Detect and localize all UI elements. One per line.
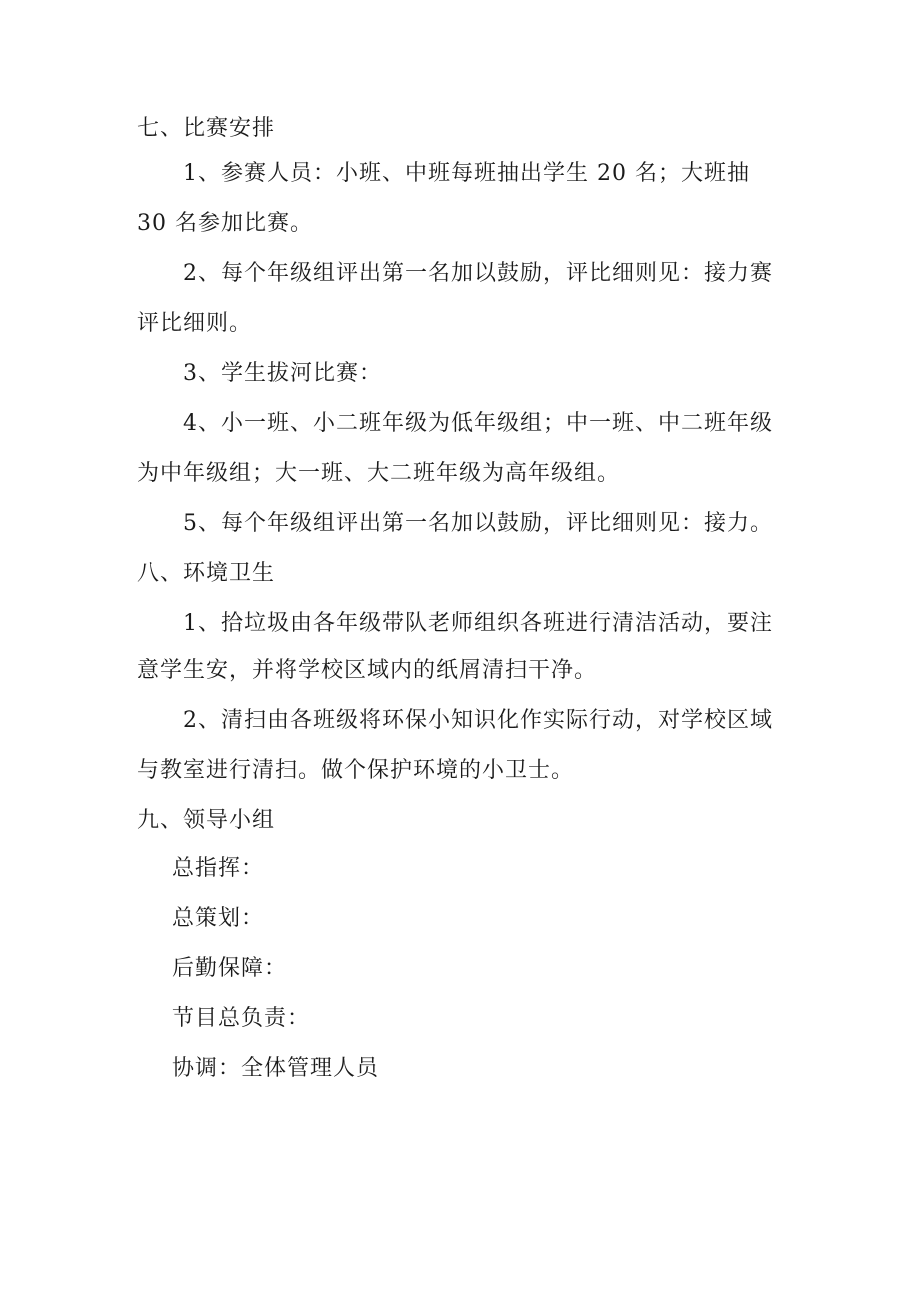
paragraph-tug-of-war: 3、学生拔河比赛： (183, 361, 382, 386)
paragraph-participants-line1: 1、参赛人员：小班、中班每班抽出学生 20 名；大班抽 (183, 161, 750, 186)
paragraph-litter-line1: 1、拾垃圾由各年级带队老师组织各班进行清洁活动，要注 (183, 611, 773, 636)
section-heading-competition: 七、比赛安排 (137, 116, 276, 141)
leadership-item-logistics: 后勤保障： (172, 956, 288, 981)
paragraph-grade-award-line2: 评比细则。 (137, 311, 253, 336)
paragraph-grade-groups-line2: 为中年级组；大一班、大二班年级为高年级组。 (137, 461, 621, 486)
paragraph-grade-groups-line1: 4、小一班、小二班年级为低年级组；中一班、中二班年级 (183, 411, 773, 436)
leadership-item-commander: 总指挥： (172, 856, 265, 881)
paragraph-litter-line2: 意学生安，并将学校区域内的纸屑清扫干净。 (137, 658, 598, 683)
section-heading-leadership: 九、领导小组 (137, 808, 276, 833)
leadership-item-program-lead: 节目总负责： (172, 1006, 311, 1031)
paragraph-grade-award-line1: 2、每个年级组评出第一名加以鼓励，评比细则见：接力赛 (183, 261, 773, 286)
paragraph-relay-award: 5、每个年级组评出第一名加以鼓励，评比细则见：接力。 (183, 511, 773, 536)
paragraph-participants-line2: 30 名参加比赛。 (137, 211, 313, 236)
paragraph-cleaning-line1: 2、清扫由各班级将环保小知识化作实际行动，对学校区域 (183, 708, 773, 733)
leadership-item-planner: 总策划： (172, 906, 265, 931)
paragraph-cleaning-line2: 与教室进行清扫。做个保护环境的小卫士。 (137, 758, 575, 783)
section-heading-environment: 八、环境卫生 (137, 561, 276, 586)
leadership-item-coordination: 协调：全体管理人员 (172, 1056, 380, 1081)
